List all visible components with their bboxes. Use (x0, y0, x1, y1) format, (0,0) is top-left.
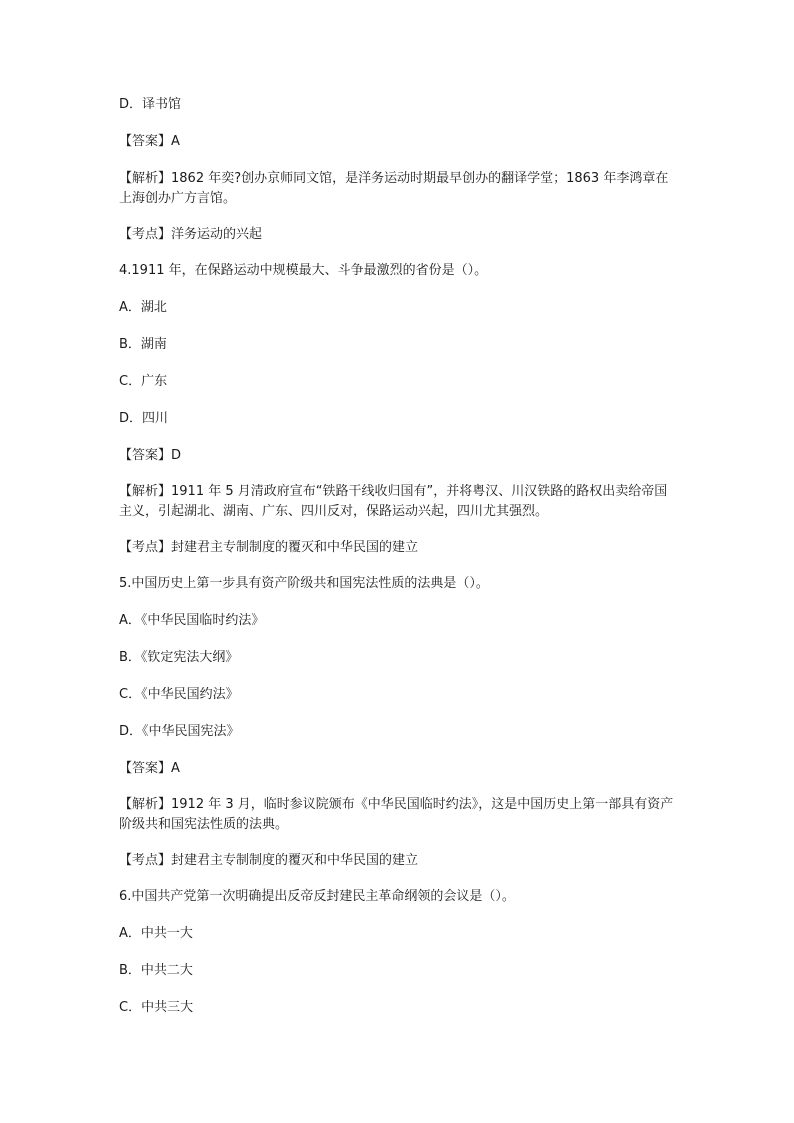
option-a-q5: A．《中华民国临时约法》 (119, 613, 265, 628)
option-b-q4: B．湖南 (119, 337, 167, 352)
answer-q5: 【答案】A (119, 761, 180, 776)
option-a-q6: A．中共一大 (119, 926, 193, 941)
analysis-q5: 【解析】1912 年 3 月，临时参议院颁布《中华民国临时约法》，这是中国历史上第一部具有资产阶级共和国宪法性质的法典。 (119, 797, 674, 832)
option-d-q3: D．译书馆 (119, 97, 182, 112)
option-b-q5: B．《钦定宪法大纲》 (119, 650, 239, 665)
analysis-q4: 【解析】1911 年 5 月清政府宣布“铁路干线收归国有”，并将粤汉、川汉铁路的路权出卖给帝国主义，引起湖北、湖南、广东、四川反对，保路运动兴起，四川尤其强烈。 (119, 484, 668, 519)
answer-q4: 【答案】D (119, 448, 182, 463)
knowledge-point-q4: 【考点】封建君主专制制度的覆灭和中华民国的建立 (119, 540, 419, 555)
option-d-q4: D．四川 (119, 411, 169, 426)
analysis-q3: 【解析】1862 年奕?创办京师同文馆，是洋务运动时期最早创办的翻译学堂；1863 年李鸿章在上海创办广方言馆。 (119, 171, 669, 206)
answer-q3: 【答案】A (119, 134, 180, 149)
question-5: 5.中国历史上第一步具有资产阶级共和国宪法性质的法典是（）。 (119, 576, 489, 591)
question-6: 6.中国共产党第一次明确提出反帝反封建民主革命纲领的会议是（）。 (119, 889, 515, 904)
option-c-q5: C．《中华民国约法》 (119, 687, 239, 702)
knowledge-point-q3: 【考点】洋务运动的兴起 (119, 227, 263, 242)
option-c-q4: C．广东 (119, 374, 168, 389)
option-c-q6: C．中共三大 (119, 1000, 194, 1015)
question-4: 4.1911 年，在保路运动中规模最大、斗争最激烈的省份是（）。 (119, 263, 488, 278)
knowledge-point-q5: 【考点】封建君主专制制度的覆灭和中华民国的建立 (119, 853, 419, 868)
option-a-q4: A．湖北 (119, 300, 167, 315)
option-b-q6: B．中共二大 (119, 963, 193, 978)
option-d-q5: D．《中华民国宪法》 (119, 724, 240, 739)
